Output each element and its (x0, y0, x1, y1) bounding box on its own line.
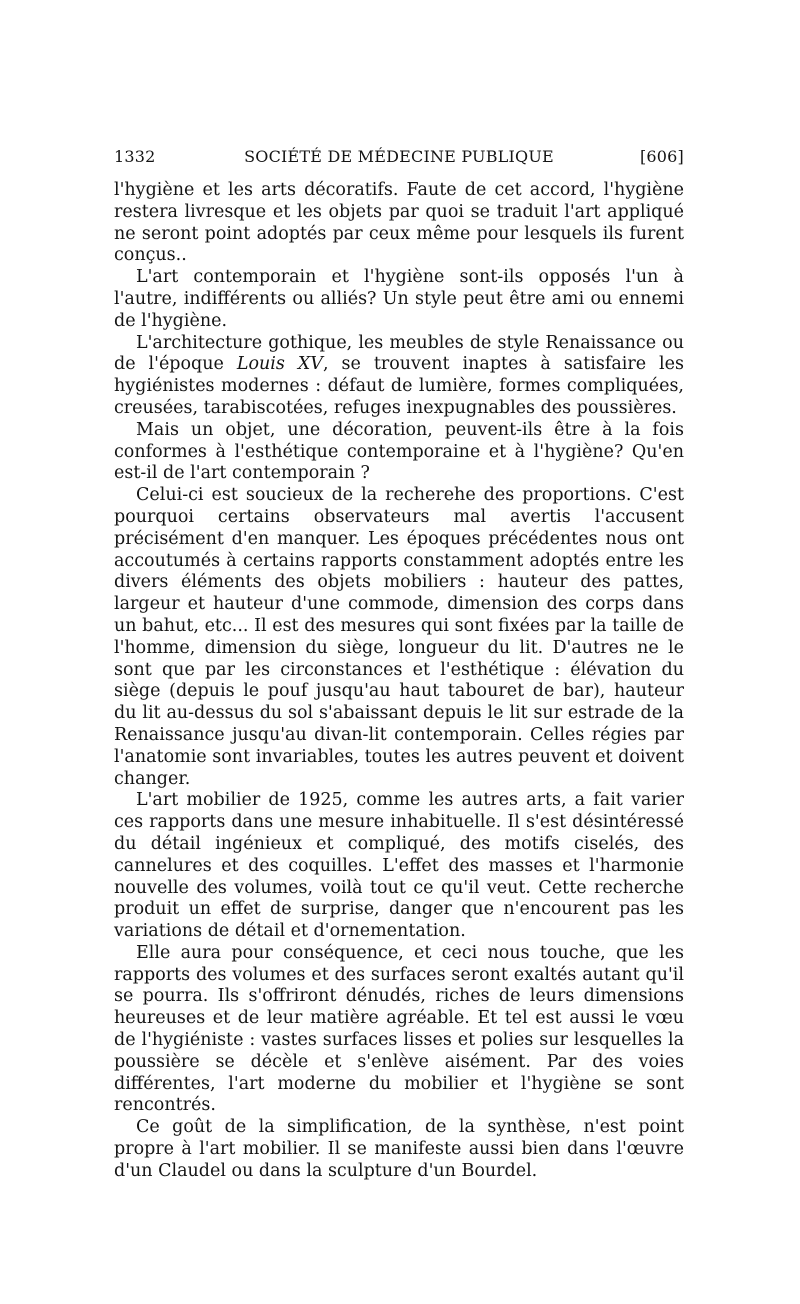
paragraph: Ce goût de la simplification, de la synthèse, n'est point propre à l'art mobilier. Il se manifeste aussi bien dans l'œuvre d'un Claudel ou dans la sculpture d'un Bourdel. (114, 1117, 684, 1181)
paragraph: Celui-ci est soucieux de la recherehe des proportions. C'est pourquoi certains observateurs mal avertis l'accusent précisément d'en manquer. Les époques précédentes nous ont accoutumés à certains rapports constamment adoptés entre les divers éléments des objets mobiliers : hauteur des pattes, largeur et hauteur d'une commode, dimension des corps dans un bahut, etc... Il est des mesures qui sont fixées par la taille de l'homme, dimension du siège, longueur du lit. D'autres ne le sont que par les circonstances et l'esthétique : élévation du siège (depuis le pouf jusqu'au haut tabouret de bar), hauteur du lit au-dessus du sol s'abaissant depuis le lit sur estrade de la Renaissance jusqu'au divan-lit contemporain. Celles régies par l'anatomie sont invariables, toutes les autres peuvent et doivent changer. (114, 485, 684, 789)
paragraph-text: L'architecture gothique, les meubles de style Renaissance ou de l'époque (114, 332, 684, 375)
paragraph: Elle aura pour conséquence, et ceci nous touche, que les rapports des volumes et des surfaces seront exaltés autant qu'il se pourra. Ils s'offriront dénudés, riches de leurs dimensions heureuses et de leur matière agréable. Et tel est aussi le vœu de l'hygiéniste : vastes surfaces lisses et polies sur lesquelles la poussière se décèle et s'enlève aisément. Par des voies différentes, l'art moderne du mobilier et l'hygiène se sont rencontrés. (114, 942, 684, 1116)
paragraph: L'art mobilier de 1925, comme les autres arts, a fait varier ces rapports dans une mesure inhabituelle. Il s'est désintéressé du détail ingénieux et compliqué, des motifs ciselés, des cannelures et des coquilles. L'effet des masses et l'harmonie nouvelle des volumes, voilà tout ce qu'il veut. Cette recherche produit un effet de surprise, danger que n'encourent pas les variations de détail et d'ornementation. (114, 790, 684, 942)
paragraph-continued: l'hygiène et les arts décoratifs. Faute de cet accord, l'hygiène restera livresque et les objets par quoi se traduit l'art appliqué ne seront point adoptés par ceux même pour lesquels ils furent conçus.. (114, 180, 684, 266)
page-reference: [606] (639, 147, 684, 166)
italic-phrase: Louis XV (236, 354, 323, 375)
paragraph: L'art contemporain et l'hygiène sont-ils opposés l'un à l'autre, indifférents ou alliés? Un style peut être ami ou ennemi de l'hygiène. (114, 267, 684, 331)
page-number: 1332 (114, 147, 156, 166)
body-text (114, 180, 684, 1183)
paragraph-text: , se trouvent inaptes à satisfaire les hygiénistes modernes : défaut de lumière, formes compliquées, creusées, tarabiscotées, refuges inexpugnables des poussières. (114, 354, 684, 418)
paragraph-gothic (114, 333, 684, 420)
running-head (114, 146, 684, 168)
running-title: SOCIÉTÉ DE MÉDECINE PUBLIQUE (244, 147, 554, 166)
paragraph: Mais un objet, une décoration, peuvent-ils être à la fois conformes à l'esthétique contemporaine et à l'hygiène? Qu'en est-il de l'art contemporain ? (114, 419, 684, 484)
